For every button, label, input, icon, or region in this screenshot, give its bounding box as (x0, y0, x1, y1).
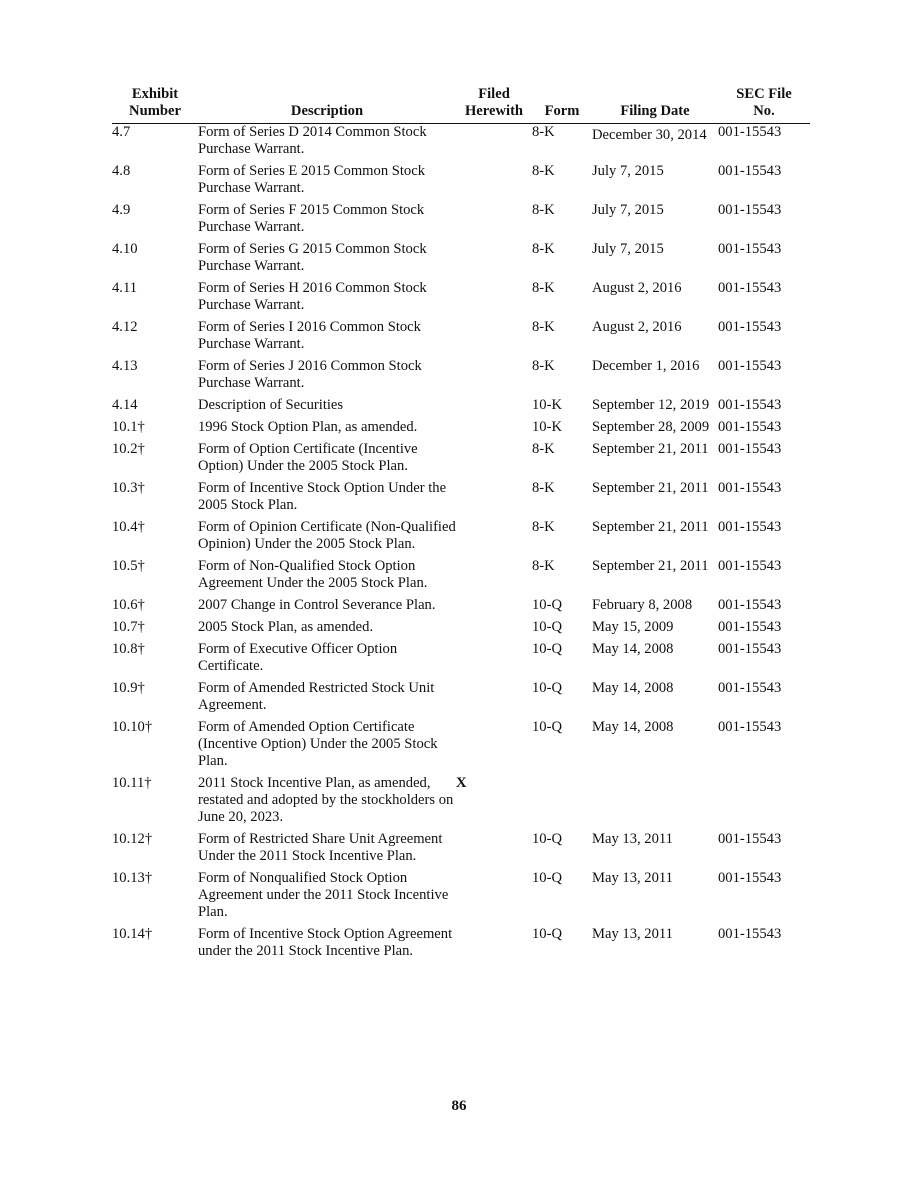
form-cell: 10-Q (532, 619, 562, 635)
exhibit-table (112, 86, 810, 965)
filing-date-cell: August 2, 2016 (592, 319, 682, 335)
header-description: Description (198, 86, 456, 124)
filed-herewith-cell (456, 124, 532, 164)
form-cell: 10-K (532, 397, 562, 413)
table-row (112, 619, 810, 641)
sec-file-no-cell: 001-15543 (718, 680, 782, 696)
description-cell: Description of Securities (198, 397, 344, 413)
filed-herewith-cell (456, 870, 532, 926)
sec-file-no-cell: 001-15543 (718, 558, 782, 574)
description-cell: Form of Series F 2015 Common Stock Purchase Warrant. (198, 202, 425, 235)
exhibit-number-cell: 4.9 (112, 202, 131, 218)
filing-date-cell: May 14, 2008 (592, 719, 674, 735)
exhibit-number-cell: 4.11 (112, 280, 137, 296)
description-cell: 2007 Change in Control Severance Plan. (198, 597, 436, 613)
filed-herewith-cell (456, 597, 532, 619)
description-cell: Form of Series E 2015 Common Stock Purchase Warrant. (198, 163, 426, 196)
sec-file-no-cell: 001-15543 (718, 641, 782, 657)
sec-file-no-cell: 001-15543 (718, 441, 782, 457)
sec-file-no-cell: 001-15543 (718, 124, 782, 140)
form-cell: 10-Q (532, 597, 562, 613)
description-cell: Form of Series G 2015 Common Stock Purchase Warrant. (198, 241, 427, 274)
sec-file-no-cell: 001-15543 (718, 870, 782, 886)
filing-date-cell: May 14, 2008 (592, 641, 674, 657)
description-cell: Form of Series H 2016 Common Stock Purchase Warrant. (198, 280, 427, 313)
filed-herewith-cell (456, 397, 532, 419)
table-row (112, 358, 810, 397)
table-header (112, 86, 810, 124)
filed-herewith-cell (456, 926, 532, 965)
sec-file-no-cell: 001-15543 (718, 319, 782, 335)
exhibit-number-cell: 10.14† (112, 926, 153, 942)
form-cell: 8-K (532, 280, 555, 296)
form-cell: 8-K (532, 441, 555, 457)
description-cell: 2005 Stock Plan, as amended. (198, 619, 374, 635)
description-cell: Form of Incentive Stock Option Agreement under the 2011 Stock Incentive Plan. (198, 926, 453, 959)
filed-herewith-cell (456, 719, 532, 775)
table-row (112, 719, 810, 775)
form-cell: 8-K (532, 519, 555, 535)
filed-herewith-cell (456, 480, 532, 519)
form-cell: 10-Q (532, 719, 562, 735)
page-number: 86 (451, 1098, 467, 1114)
header-exhibit-number: Exhibit Number (112, 86, 198, 124)
description-cell: Form of Restricted Share Unit Agreement Under the 2011 Stock Incentive Plan. (198, 831, 443, 864)
exhibit-number-cell: 4.8 (112, 163, 131, 179)
exhibit-number-cell: 10.10† (112, 719, 153, 735)
form-cell: 8-K (532, 163, 555, 179)
form-cell: 10-Q (532, 831, 562, 847)
table-row (112, 397, 810, 419)
table-row (112, 419, 810, 441)
sec-file-no-cell: 001-15543 (718, 480, 782, 496)
filing-date-cell: December 30, 2014 (592, 127, 707, 143)
table-row (112, 241, 810, 280)
sec-file-no-cell: 001-15543 (718, 397, 782, 413)
filing-date-cell: February 8, 2008 (592, 597, 693, 613)
form-cell: 10-Q (532, 680, 562, 696)
filing-date-cell: September 12, 2019 (592, 397, 710, 413)
exhibit-number-cell: 10.1† (112, 419, 145, 435)
exhibit-number-cell: 10.9† (112, 680, 145, 696)
filing-date-cell: July 7, 2015 (592, 163, 664, 179)
filing-date-cell: September 21, 2011 (592, 558, 709, 574)
sec-file-no-cell: 001-15543 (718, 719, 782, 735)
exhibit-number-cell: 4.10 (112, 241, 138, 257)
filed-herewith-cell (456, 358, 532, 397)
description-cell: 2011 Stock Incentive Plan, as amended, restated and adopted by the stockholders on June 20, 2023. (198, 775, 454, 825)
sec-file-no-cell (718, 775, 810, 831)
exhibit-number-cell: 10.2† (112, 441, 145, 457)
table-row (112, 202, 810, 241)
header-filed-herewith: Filed Herewith (456, 86, 532, 124)
table-row (112, 641, 810, 680)
filing-date-cell: December 1, 2016 (592, 358, 700, 374)
table-row (112, 597, 810, 619)
exhibit-number-cell: 10.3† (112, 480, 145, 496)
sec-file-no-cell: 001-15543 (718, 202, 782, 218)
exhibit-number-cell: 10.8† (112, 641, 145, 657)
table-body (112, 124, 810, 966)
table-row (112, 775, 810, 831)
form-cell: 8-K (532, 202, 555, 218)
table-row (112, 831, 810, 870)
exhibit-number-cell: 4.12 (112, 319, 138, 335)
exhibit-number-cell: 4.13 (112, 358, 138, 374)
description-cell: Form of Option Certificate (Incentive Option) Under the 2005 Stock Plan. (198, 441, 418, 474)
sec-file-no-cell: 001-15543 (718, 163, 782, 179)
header-form: Form (532, 86, 592, 124)
description-cell: Form of Amended Option Certificate (Incentive Option) Under the 2005 Stock Plan. (198, 719, 438, 769)
form-cell: 10-Q (532, 641, 562, 657)
form-cell: 8-K (532, 319, 555, 335)
table-row (112, 280, 810, 319)
exhibit-number-cell: 4.14 (112, 397, 138, 413)
filing-date-cell: July 7, 2015 (592, 241, 664, 257)
form-cell: 10-Q (532, 870, 562, 886)
exhibit-number-cell: 4.7 (112, 124, 131, 140)
description-cell: Form of Series J 2016 Common Stock Purchase Warrant. (198, 358, 422, 391)
filed-herewith-cell (456, 558, 532, 597)
sec-file-no-cell: 001-15543 (718, 358, 782, 374)
table-row (112, 163, 810, 202)
filed-herewith-cell (456, 419, 532, 441)
sec-file-no-cell: 001-15543 (718, 597, 782, 613)
filing-date-cell: September 21, 2011 (592, 441, 709, 457)
description-cell: Form of Amended Restricted Stock Unit Agreement. (198, 680, 435, 713)
table-row (112, 926, 810, 965)
table-row (112, 124, 810, 164)
sec-file-no-cell: 001-15543 (718, 926, 782, 942)
filed-herewith-cell (456, 441, 532, 480)
sec-file-no-cell: 001-15543 (718, 831, 782, 847)
filing-date-cell (592, 775, 718, 831)
filing-date-cell: September 28, 2009 (592, 419, 710, 435)
filed-herewith-cell (456, 163, 532, 202)
form-cell: 8-K (532, 241, 555, 257)
form-cell: 10-Q (532, 926, 562, 942)
filed-herewith-cell (456, 202, 532, 241)
exhibit-number-cell: 10.5† (112, 558, 145, 574)
exhibit-number-cell: 10.13† (112, 870, 153, 886)
filing-date-cell: May 15, 2009 (592, 619, 674, 635)
table-row (112, 870, 810, 926)
filed-herewith-cell (456, 319, 532, 358)
form-cell: 8-K (532, 558, 555, 574)
filing-date-cell: May 13, 2011 (592, 870, 673, 886)
description-cell: Form of Series I 2016 Common Stock Purchase Warrant. (198, 319, 421, 352)
exhibit-number-cell: 10.7† (112, 619, 145, 635)
description-cell: Form of Incentive Stock Option Under the 2005 Stock Plan. (198, 480, 447, 513)
sec-file-no-cell: 001-15543 (718, 519, 782, 535)
header-filing-date: Filing Date (592, 86, 718, 124)
filed-herewith-cell (456, 641, 532, 680)
sec-file-no-cell: 001-15543 (718, 419, 782, 435)
filed-herewith-cell (456, 831, 532, 870)
filing-date-cell: May 13, 2011 (592, 926, 673, 942)
table-row (112, 441, 810, 480)
filing-date-cell: September 21, 2011 (592, 519, 709, 535)
header-sec-file-no: SEC File No. (718, 86, 810, 124)
filed-herewith-cell (456, 519, 532, 558)
form-cell: 8-K (532, 124, 555, 140)
filed-herewith-cell: X (456, 775, 467, 791)
form-cell: 10-K (532, 419, 562, 435)
filed-herewith-cell (456, 619, 532, 641)
description-cell: Form of Non-Qualified Stock Option Agreement Under the 2005 Stock Plan. (198, 558, 428, 591)
form-cell (532, 775, 592, 831)
table-row (112, 680, 810, 719)
form-cell: 8-K (532, 358, 555, 374)
filed-herewith-cell (456, 280, 532, 319)
description-cell: Form of Nonqualified Stock Option Agreement under the 2011 Stock Incentive Plan. (198, 870, 449, 920)
table-row (112, 319, 810, 358)
description-cell: Form of Executive Officer Option Certificate. (198, 641, 398, 674)
filing-date-cell: August 2, 2016 (592, 280, 682, 296)
filing-date-cell: September 21, 2011 (592, 480, 709, 496)
sec-file-no-cell: 001-15543 (718, 619, 782, 635)
exhibit-number-cell: 10.6† (112, 597, 145, 613)
table-row (112, 480, 810, 519)
filing-date-cell: July 7, 2015 (592, 202, 664, 218)
filing-date-cell: May 13, 2011 (592, 831, 673, 847)
filing-date-cell: May 14, 2008 (592, 680, 674, 696)
filed-herewith-cell (456, 680, 532, 719)
description-cell: Form of Opinion Certificate (Non-Qualified Opinion) Under the 2005 Stock Plan. (198, 519, 456, 552)
description-cell: Form of Series D 2014 Common Stock Purchase Warrant. (198, 124, 427, 157)
sec-file-no-cell: 001-15543 (718, 241, 782, 257)
table-row (112, 558, 810, 597)
sec-file-no-cell: 001-15543 (718, 280, 782, 296)
description-cell: 1996 Stock Option Plan, as amended. (198, 419, 418, 435)
exhibit-number-cell: 10.12† (112, 831, 153, 847)
form-cell: 8-K (532, 480, 555, 496)
exhibit-number-cell: 10.4† (112, 519, 145, 535)
table-row (112, 519, 810, 558)
filed-herewith-cell (456, 241, 532, 280)
exhibit-number-cell: 10.11† (112, 775, 152, 791)
